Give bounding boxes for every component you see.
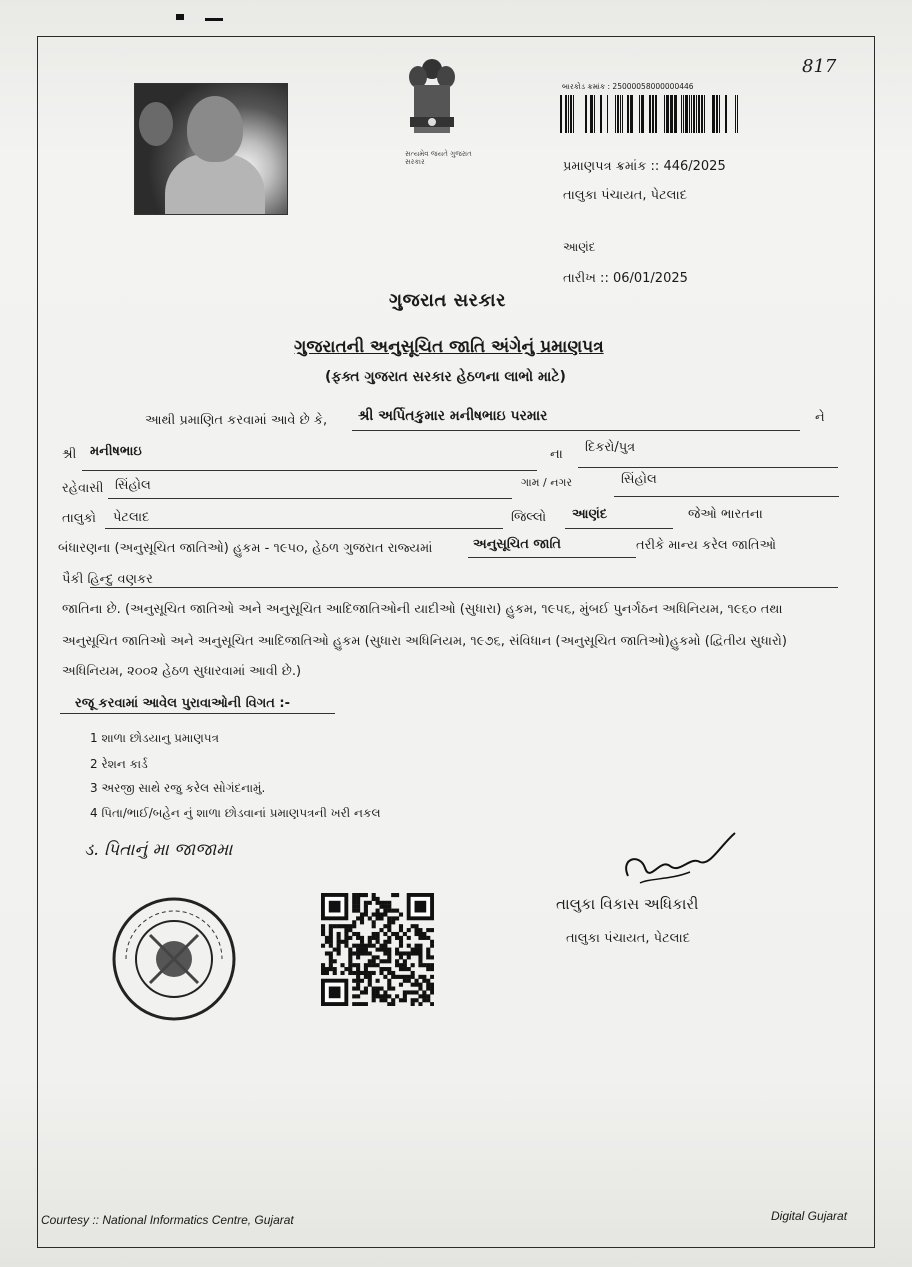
- evidence-heading: રજૂ કરવામાં આવેલ પુરાવાઓની વિગત :-: [75, 696, 290, 711]
- category-value: અનુસૂચિત જાતિ: [473, 537, 562, 552]
- village-label: ગામ / નગર: [521, 476, 573, 489]
- certificate-note: (ફક્ત ગુજરાત સરકાર હેઠળના લાભો માટે): [325, 369, 566, 385]
- certificate-number: પ્રમાણપત્ર ક્રમાંક :: 446/2025: [563, 159, 726, 174]
- resident-value: સિંહોલ: [115, 478, 151, 493]
- certify-prefix: આથી પ્રમાણિત કરવામાં આવે છે કે,: [145, 413, 328, 428]
- emblem-caption: સત્યમેવ જયતે ગુજરાત સરકાર: [405, 150, 472, 166]
- qr-code-icon: [321, 893, 434, 1006]
- district-label: જિલ્લો: [511, 510, 547, 525]
- shri-label: શ્રી: [62, 447, 77, 462]
- applicant-photo: [134, 83, 288, 215]
- header-district: આણંદ: [563, 240, 596, 254]
- resident-label: રહેવાસી: [62, 481, 104, 496]
- who-india: જેઓ ભારતના: [688, 507, 763, 522]
- para-line-1: જાતિના છે. (અનુસૂચિત જાતિઓ અને અનુસૂચિત આદિજાતિઓની યાદીઓ (સુધારા) હુકમ, ૧૯૫૬, મુંબઈ પુનર્ગઠન અધિનિયમ, ૧૯૬૦ તથા: [62, 602, 783, 617]
- na-word: ના: [550, 447, 563, 462]
- certificate-title: ગુજરાતની અનુસૂચિત જાતિ અંગેનું પ્રમાણપત્ર: [294, 337, 604, 357]
- official-seal-icon: [110, 895, 238, 1023]
- applicant-name: શ્રી અર્પિતકુમાર મનીષભાઇ પરમાર: [358, 408, 548, 424]
- constitution-text: બંધારણના (અનુસૂચિત જાતિઓ) હુકમ - ૧૯૫૦, હેઠળ ગુજરાત રાજ્યમાં: [58, 541, 433, 556]
- father-name: મનીષભાઇ: [90, 444, 142, 459]
- evidence-item: 2 રેશન કાર્ડ: [90, 757, 148, 771]
- issue-date: તારીખ :: 06/01/2025: [563, 271, 688, 286]
- evidence-item: 4 પિતા/ભાઈ/બહેન નું શાળા છોડવાનાં પ્રમાણપત્રની ખરી નકલ: [90, 806, 381, 820]
- recognized-text: તરીકે માન્ય કરેલ જાતિઓ: [636, 538, 777, 553]
- sub-caste: પૈકી હિન્દુ વણકર: [62, 572, 153, 587]
- page-number-mark: 817: [802, 56, 837, 77]
- taluka-label: તાલુકો: [62, 511, 97, 526]
- te-word: ને: [815, 410, 825, 425]
- footer-courtesy: Courtesy :: National Informatics Centre, Gujarat: [41, 1213, 294, 1227]
- barcode-icon: [560, 95, 740, 133]
- issuing-office: તાલુકા પંચાયત, પેટલાદ: [563, 188, 687, 203]
- evidence-item: 1 શાળા છોડયાનુ પ્રમાણપત્ર: [90, 731, 219, 745]
- village-value: સિંહોલ: [621, 472, 657, 487]
- district-value: આણંદ: [572, 507, 608, 522]
- para-line-3: અધિનિયમ, ૨૦૦૨ હેઠળ સુધારવામાં આવી છે.): [62, 664, 302, 679]
- para-line-2: અનુસૂચિત જાતિઓ અને અનુસૂચિત આદિજાતિઓ હુકમ (સુધારા અધિનિયમ, ૧૯૭૬, સંવિધાન (અનુસૂચિત જાતિઓ)હુકમો (દ્વિતીય સુધારો): [62, 634, 787, 649]
- evidence-item: 3 અરજી સાથે રજુ કરેલ સોગંદનામું.: [90, 781, 266, 795]
- footer-digital-gujarat: Digital Gujarat: [771, 1209, 848, 1223]
- handwritten-note: ડ. પિતાનું મા જાજામા: [84, 840, 233, 860]
- barcode-number: બારકોડ ક્રમાંક : 25000058000000446: [562, 82, 694, 91]
- relation-value: દિકરો/પુત્ર: [585, 440, 636, 455]
- national-emblem-icon: [400, 55, 464, 151]
- taluka-value: પેટલાદ: [113, 510, 150, 525]
- signatory-office: તાલુકા પંચાયત, પેટલાદ: [566, 931, 690, 946]
- government-title: ગુજરાત સરકાર: [389, 290, 506, 311]
- officer-signature-icon: [600, 828, 740, 898]
- signatory-designation: તાલુકા વિકાસ અધિકારી: [556, 895, 699, 913]
